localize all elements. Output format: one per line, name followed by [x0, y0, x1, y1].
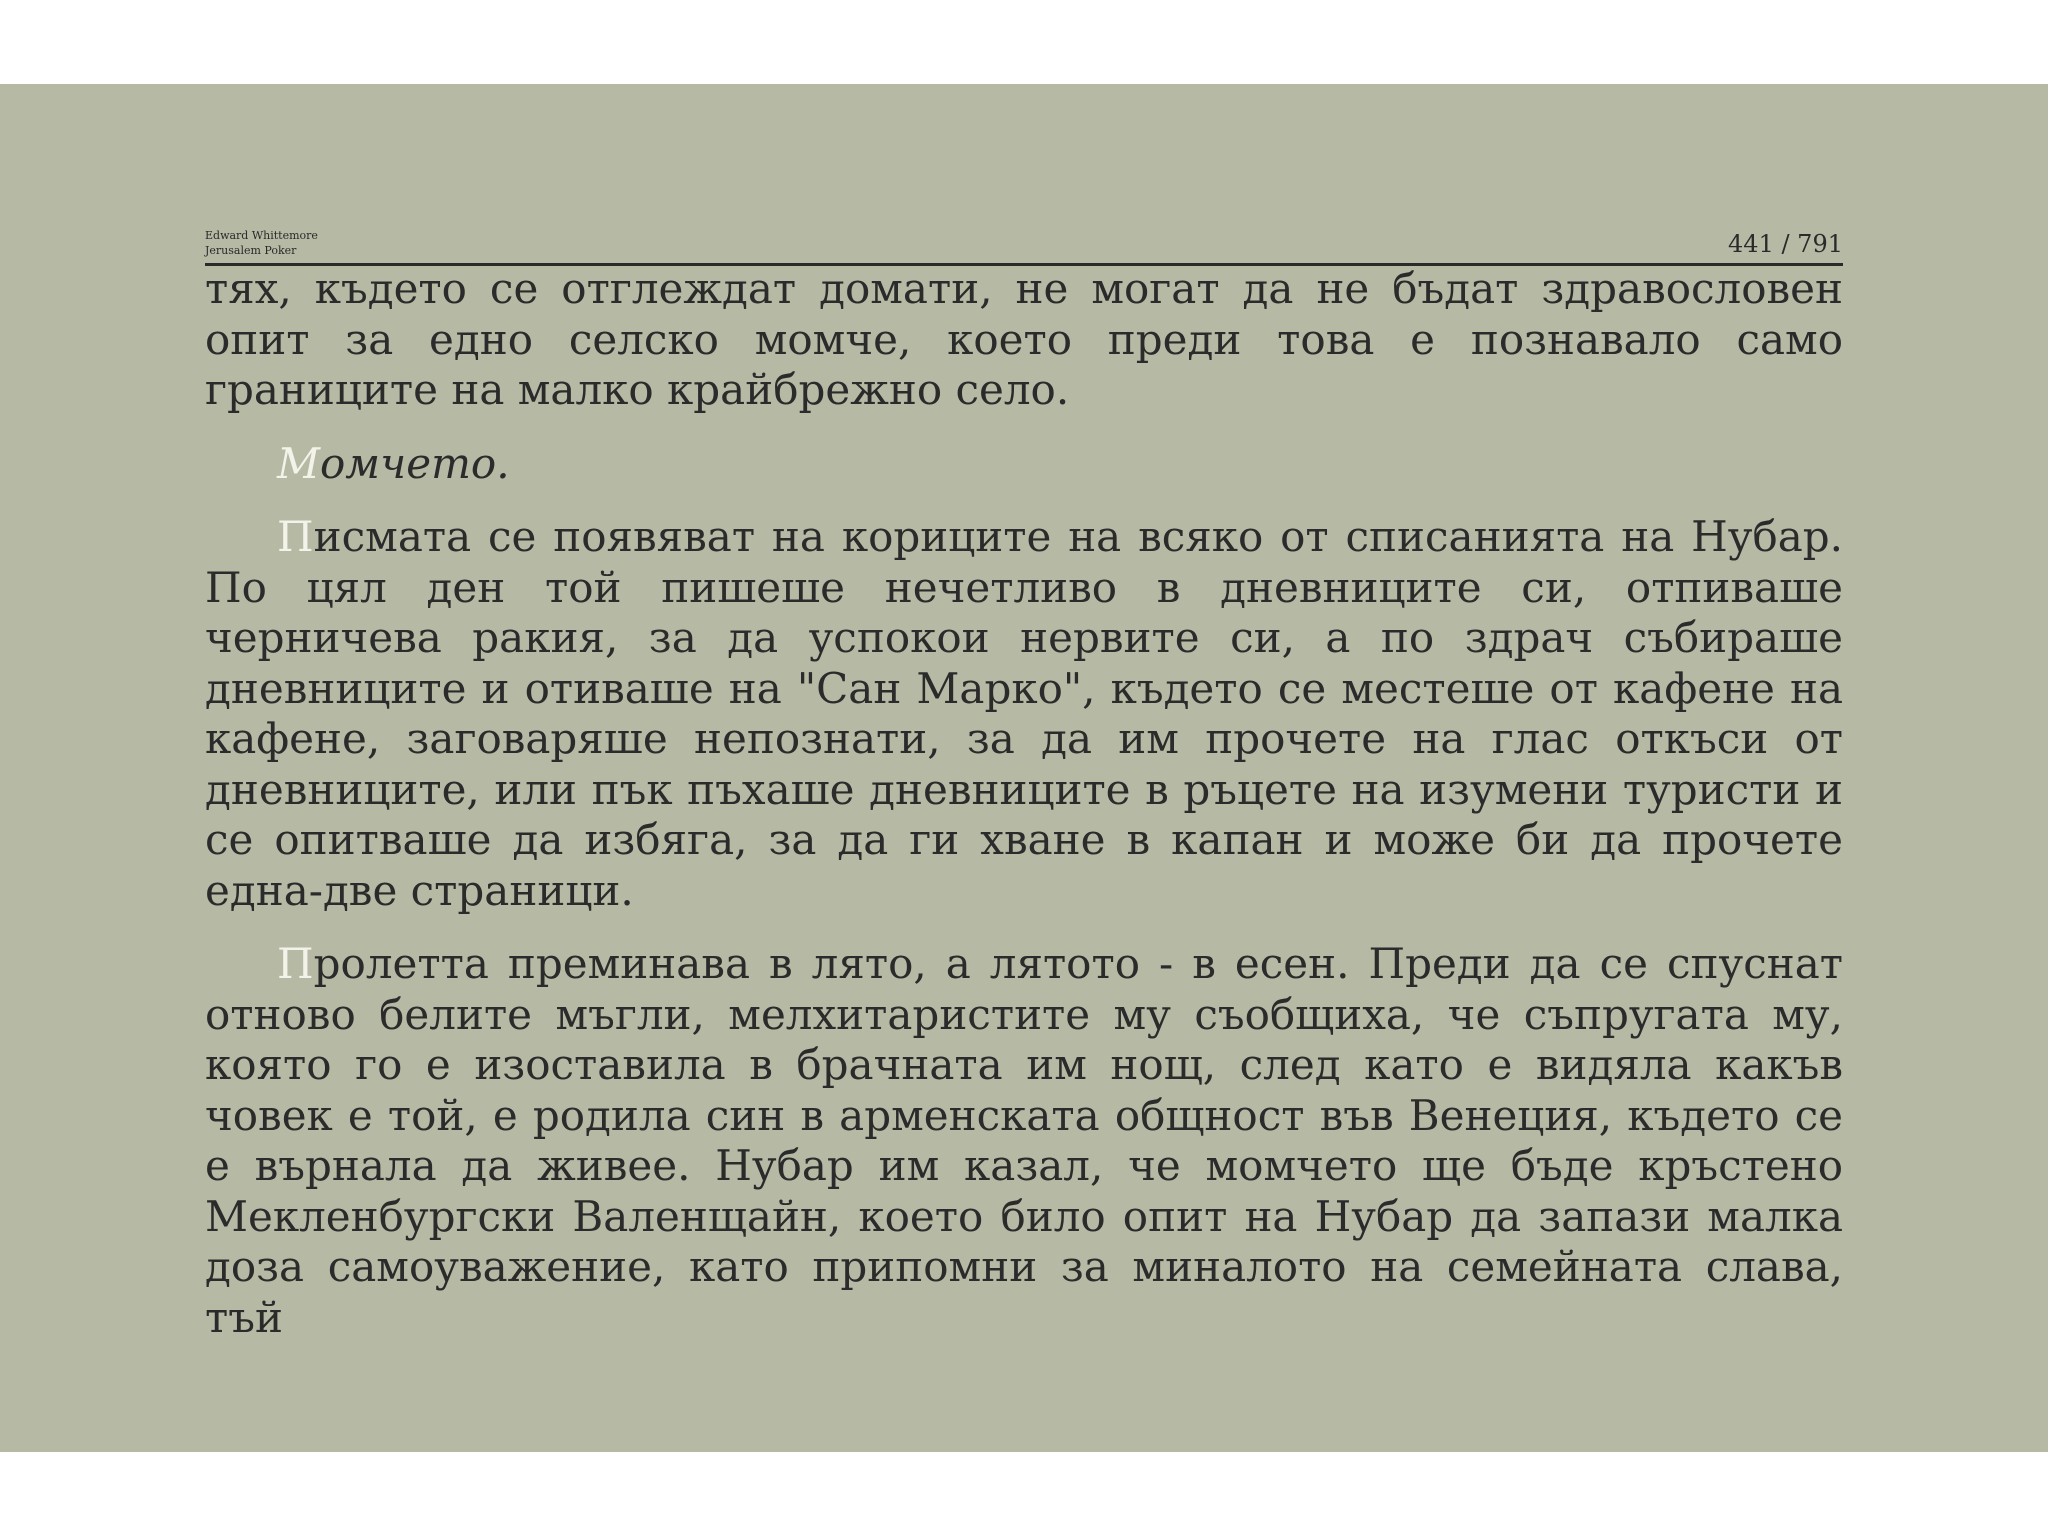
paragraph-text: тях, където се отглеждат домати, не могат да не бъдат здравословен опит за едно селско момче, което преди това е познавало само границите на малко крайбрежно село.: [205, 264, 1843, 414]
paragraph: [205, 939, 1843, 1343]
book-title: Jerusalem Poker: [205, 244, 297, 257]
paragraph-initial: П: [277, 939, 314, 988]
paragraph-initial: М: [277, 438, 321, 488]
paragraph-text: омчето.: [320, 438, 510, 488]
paragraph-initial: П: [277, 512, 314, 561]
paragraph-text: исмата се появяват на кориците на всяко от списанията на Нубар. По цял ден той пишеше нечетливо в дневниците си, отпиваше черничева ракия, за да успокои нервите си, а по здрач събираше дневниците и отиваше на "Сан Марко", където се местеше от кафене на кафене, заговаряше непознати, за да им прочете на глас откъси от дневниците, или пък пъхаше дневниците в ръцете на изумени туристи и се опитваше да избяга, за да ги хване в капан и може би да прочете една-две страници.: [205, 512, 1843, 915]
paragraph-text: ролетта преминава в лято, а лятото - в есен. Преди да се спуснат отново белите мъгли, мелхитаристите му съобщиха, че съпругата му, която го е изоставила в брачната им нощ, след като е видяла какъв човек е той, е родила син в арменската общност във Венеция, където се е върнала да живее. Нубар им казал, че момчето ще бъде кръстено Мекленбургски Валенщайн, което било опит на Нубар да запази малка доза самоуважение, като припомни за миналото на семейната слава, тъй: [205, 939, 1843, 1342]
author-name: Edward Whittemore: [205, 229, 318, 242]
paragraph: [205, 512, 1843, 916]
page-content: [205, 264, 1843, 1343]
book-meta: [205, 228, 318, 258]
page-counter: 441 / 791: [1728, 230, 1843, 258]
page-header: [205, 137, 1843, 266]
paragraph-italic: [205, 439, 1843, 490]
paragraph-continuation: [205, 264, 1843, 416]
